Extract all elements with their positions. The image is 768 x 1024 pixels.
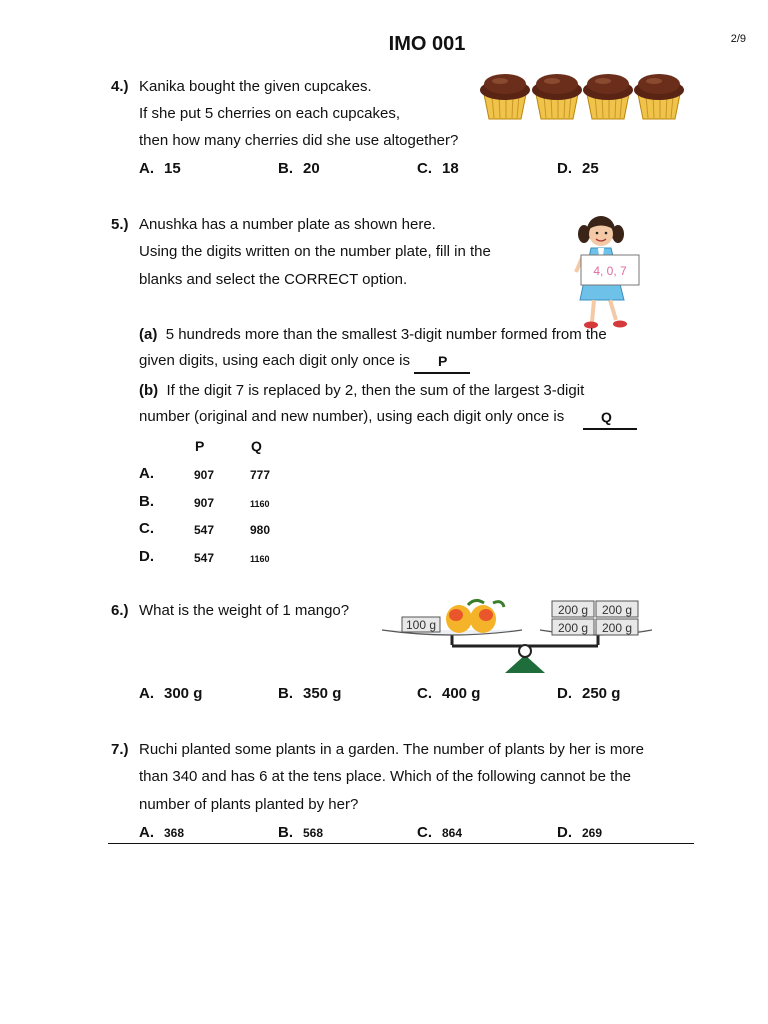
q5-option-c-q: 980 bbox=[250, 523, 271, 537]
page-title: IMO 001 bbox=[388, 33, 466, 55]
q5-option-c-letter[interactable]: C. bbox=[139, 520, 154, 537]
blank-q-label: Q bbox=[601, 409, 612, 425]
q7-option-c[interactable]: C. 864 bbox=[417, 824, 463, 841]
blank-p bbox=[414, 353, 470, 374]
right-weight-3-label: 200 g bbox=[557, 621, 589, 635]
blank-q bbox=[583, 409, 637, 430]
q4-option-c[interactable]: C. 18 bbox=[417, 160, 459, 177]
q5-option-d-p: 547 bbox=[194, 551, 215, 565]
q5-part-a-line-1: (a) 5 hundreds more than the smallest 3-digit number formed from the bbox=[139, 326, 607, 343]
bottom-divider bbox=[108, 843, 694, 844]
q4-line-2: If she put 5 cherries on each cupcakes, bbox=[139, 105, 400, 122]
right-weight-1-label: 200 g bbox=[557, 603, 589, 617]
q5-number: 5.) bbox=[111, 216, 129, 233]
q7-line-1: Ruchi planted some plants in a garden. The number of plants by her is more bbox=[139, 741, 645, 758]
q6-option-a[interactable]: A. 300 g bbox=[139, 685, 203, 702]
right-weight-2-label: 200 g bbox=[601, 603, 633, 617]
q7-option-d[interactable]: D. 269 bbox=[557, 824, 603, 841]
q7-option-b[interactable]: B. 568 bbox=[278, 824, 324, 841]
page-number: 2/9 bbox=[730, 33, 746, 45]
q5-option-c-p: 547 bbox=[194, 523, 215, 537]
q6-option-b[interactable]: B. 350 g bbox=[278, 685, 342, 702]
cupcakes-image bbox=[480, 72, 686, 122]
girl-with-number-plate-image bbox=[570, 212, 650, 336]
q5-option-a-p: 907 bbox=[194, 468, 215, 482]
table-header-p: P bbox=[195, 438, 205, 454]
q4-line-3: then how many cherries did she use altogether? bbox=[139, 132, 459, 149]
q5-option-b-q: 1160 bbox=[250, 499, 270, 509]
q5-option-d-letter[interactable]: D. bbox=[139, 548, 154, 565]
right-weight-4-label: 200 g bbox=[601, 621, 633, 635]
q7-line-2: than 340 and has 6 at the tens place. Which of the following cannot be the bbox=[139, 768, 632, 785]
q7-option-a[interactable]: A. 368 bbox=[139, 824, 185, 841]
q4-line-1: Kanika bought the given cupcakes. bbox=[139, 78, 372, 95]
q7-line-3: number of plants planted by her? bbox=[139, 796, 359, 813]
q7-number: 7.) bbox=[111, 741, 129, 758]
q5-line-2: Using the digits written on the number plate, fill in the bbox=[139, 243, 491, 260]
balance-scale-image bbox=[380, 595, 660, 677]
q5-option-b-p: 907 bbox=[194, 496, 215, 510]
q5-option-a-letter[interactable]: A. bbox=[139, 465, 154, 482]
q4-option-b[interactable]: B. 20 bbox=[278, 160, 320, 177]
q5-option-b-letter[interactable]: B. bbox=[139, 493, 154, 510]
q6-option-d[interactable]: D. 250 g bbox=[557, 685, 621, 702]
q5-line-3: blanks and select the CORRECT option. bbox=[139, 271, 408, 288]
q6-question: What is the weight of 1 mango? bbox=[139, 602, 350, 619]
q6-number: 6.) bbox=[111, 602, 129, 619]
table-header-q: Q bbox=[251, 438, 262, 454]
q4-option-d[interactable]: D. 25 bbox=[557, 160, 599, 177]
q4-number: 4.) bbox=[111, 78, 129, 95]
left-weight-label: 100 g bbox=[405, 618, 437, 632]
q5-part-a-line-2: given digits, using each digit only once is bbox=[139, 352, 410, 369]
q5-part-b-line-2: number (original and new number), using each digit only once is bbox=[139, 408, 565, 425]
q5-part-b-line-1: (b) If the digit 7 is replaced by 2, then the sum of the largest 3-digit bbox=[139, 382, 585, 399]
q5-line-1: Anushka has a number plate as shown here. bbox=[139, 216, 436, 233]
q6-option-c[interactable]: C. 400 g bbox=[417, 685, 481, 702]
q5-option-d-q: 1160 bbox=[250, 554, 270, 564]
number-plate-text: 4, 0, 7 bbox=[593, 264, 627, 278]
blank-p-label: P bbox=[438, 353, 448, 369]
q4-option-a[interactable]: A. 15 bbox=[139, 160, 181, 177]
q5-option-a-q: 777 bbox=[250, 468, 271, 482]
